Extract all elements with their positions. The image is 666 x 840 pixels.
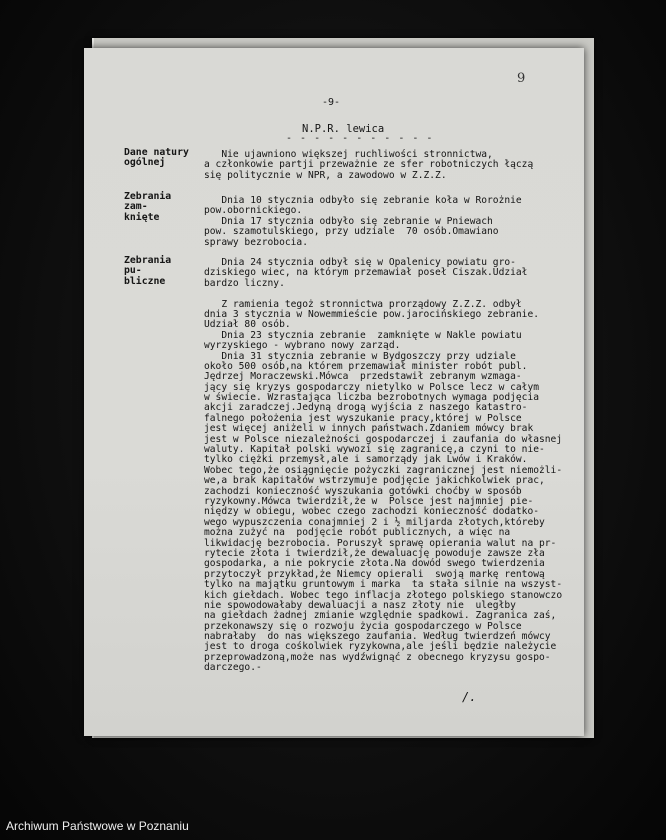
text-line: a członkowie partji przeważnie ze sfer robotniczych łączą [204, 159, 534, 171]
text-line: kich giełdach. Wobec tego inflacja złotego polskiego stanowczo [204, 589, 563, 601]
text-line: Dnia 17 stycznia odbyło się zebranie w Pniewach [204, 215, 493, 227]
text-line: nie spowodowałaby dewaluacji a nasz złoty nie uległby [204, 599, 516, 611]
text-line [204, 674, 576, 684]
text-line: rytecie złota i twierdził,że dewaluację powoduje zawsze zła [204, 547, 545, 559]
text-line: Dnia 24 stycznia odbył się w Opalenicy powiatu gro- [204, 257, 516, 268]
text-line: niędzy w obiegu, wobec czego zachodzi konieczność dodatko- [204, 506, 540, 518]
text-line: przekonawszy się o rozwoju życia gospodarczego w Polsce [204, 620, 522, 632]
text-line: sprawy bezrobocia. [204, 236, 308, 248]
text-line [204, 289, 576, 299]
text-line: tylko na majątku gruntowym i marka ta stała silnie na wszyst- [204, 579, 563, 591]
text-line: się politycznie w NPR, a zawodowo w Z.Z.Z. [204, 169, 447, 181]
text-line: ryzykowny.Mówca twierdził,że w Polsce jest najmniej pie- [204, 495, 534, 507]
text-line: wyrzyskiego - wybrano nowy zarząd. [204, 340, 401, 352]
text-line: około 500 osób,na którem przemawiał minister robót publ. [204, 360, 528, 372]
text-line: Dnia 23 stycznia zebranie zamknięte w Nakle powiatu [204, 329, 522, 341]
text-line: na giełdach żadnej zmianie względnie spadkowi. Zagranica zaś, [204, 610, 557, 622]
text-line: Nie ujawniono większej ruchliwości stronnictwa, [204, 149, 493, 160]
page-number: -9- [322, 97, 341, 108]
text-line: przytoczył przykład,że Niemcy opierali swoją markę rentową [204, 568, 545, 580]
section-label-closed-meetings: Zebrania zam- knięte [124, 191, 172, 223]
text-line: bardzo liczny. [204, 277, 285, 289]
text-line: Z ramienia tegoż stronnictwa prorządowy Z.Z.Z. odbył [204, 298, 522, 310]
text-line: dnia 3 stycznia w Nowemmieście pow.jarocińskiego zebranie. [204, 308, 540, 320]
text-line: Wobec tego,że osiągnięcie pożyczki zagranicznej jest niemożli- [204, 464, 563, 476]
text-line: wego wypuszczenia conajmniej 2 i ½ miljarda złotych,któreby [204, 516, 545, 528]
text-line: Udział 80 osób. [204, 319, 291, 331]
text-line: zachodzi konieczność wyszukania gotówki choćby w sposób [204, 485, 522, 497]
section-body-closed-meetings [204, 196, 576, 248]
text-line: jest to droga cośkolwiek ryzykowna,ale jeśli będzie należycie [204, 641, 557, 653]
section-body-general [204, 150, 576, 181]
section-label-general: Dane natury ogólnej [124, 147, 189, 169]
text-line: Jędrzej Moraczewski.Mówca przedstawił zebranym wzmaga- [204, 371, 522, 383]
text-line: w świecie. Wzrastająca liczba bezrobotnych wymaga podjęcia [204, 392, 540, 404]
text-line: Dnia 31 stycznia zebranie w Bydgoszczy przy udziale [204, 350, 516, 362]
text-line: waluty. Kapitał polski wywozi się zagranicę,a czyni to nie- [204, 444, 545, 456]
text-line: jest więcej aniżeli w innych państwach.Zdaniem mówcy brak [204, 423, 534, 435]
section-body-public-meetings [204, 258, 576, 694]
text-line: falnego położenia jest wyszukanie pracy,której w Polsce [204, 412, 522, 424]
text-line: we,a brak kapitałów wstrzymuje podjęcie jakichkolwiek prac, [204, 475, 545, 487]
text-line: likwidację bezrobocia. Poruszył sprawę opierania walut na pr- [204, 537, 557, 549]
text-line: dziskiego wiec, na którym przemawiał poseł Ciszak.Udział [204, 267, 528, 279]
text-line: jest w Polsce niezależności gospodarczej i zaufania do własnej [204, 433, 563, 445]
text-line: pow.obornickiego. [204, 205, 303, 217]
text-line: pow. szamotulskiego, przy udziale 70 osób.Omawiano [204, 226, 499, 238]
end-mark: /. [462, 690, 477, 704]
title-underline: - - - - - - - - - - - [286, 133, 434, 144]
text-line: jący się kryzys gospodarczy nietylko w Polsce lecz w całym [204, 381, 540, 393]
text-line: gospodarka, a nie pokrycie złota.Na dowód swego twierdzenia [204, 558, 545, 570]
text-line [204, 684, 576, 694]
text-line: darczego.- [204, 662, 262, 674]
text-line: Dnia 10 stycznia odbyło się zebranie koła w Rorożnie [204, 195, 522, 206]
corner-page-mark: 9 [517, 71, 526, 86]
text-line: nabrałaby do nas większego zaufania. Według twierdzeń mówcy [204, 631, 551, 643]
archive-watermark: Archiwum Państwowe w Poznaniu [6, 819, 189, 833]
document-page [84, 48, 584, 736]
document-title: N.P.R. lewica [302, 123, 385, 135]
text-line: akcji zaradczej.Jedyną drogą wyjścia z naszego katastro- [204, 402, 528, 414]
text-line: przeprowadzoną,może nas wydźwignąć z obecnego kryzysu gospo- [204, 651, 551, 663]
text-line: można zużyć na podjęcie robót publicznych, a więc na [204, 527, 511, 539]
section-label-public-meetings: Zebrania pu- bliczne [124, 255, 172, 287]
text-line: tylko ciężki przemysł,ale i samorządy jak Lwów i Kraków. [204, 454, 528, 466]
